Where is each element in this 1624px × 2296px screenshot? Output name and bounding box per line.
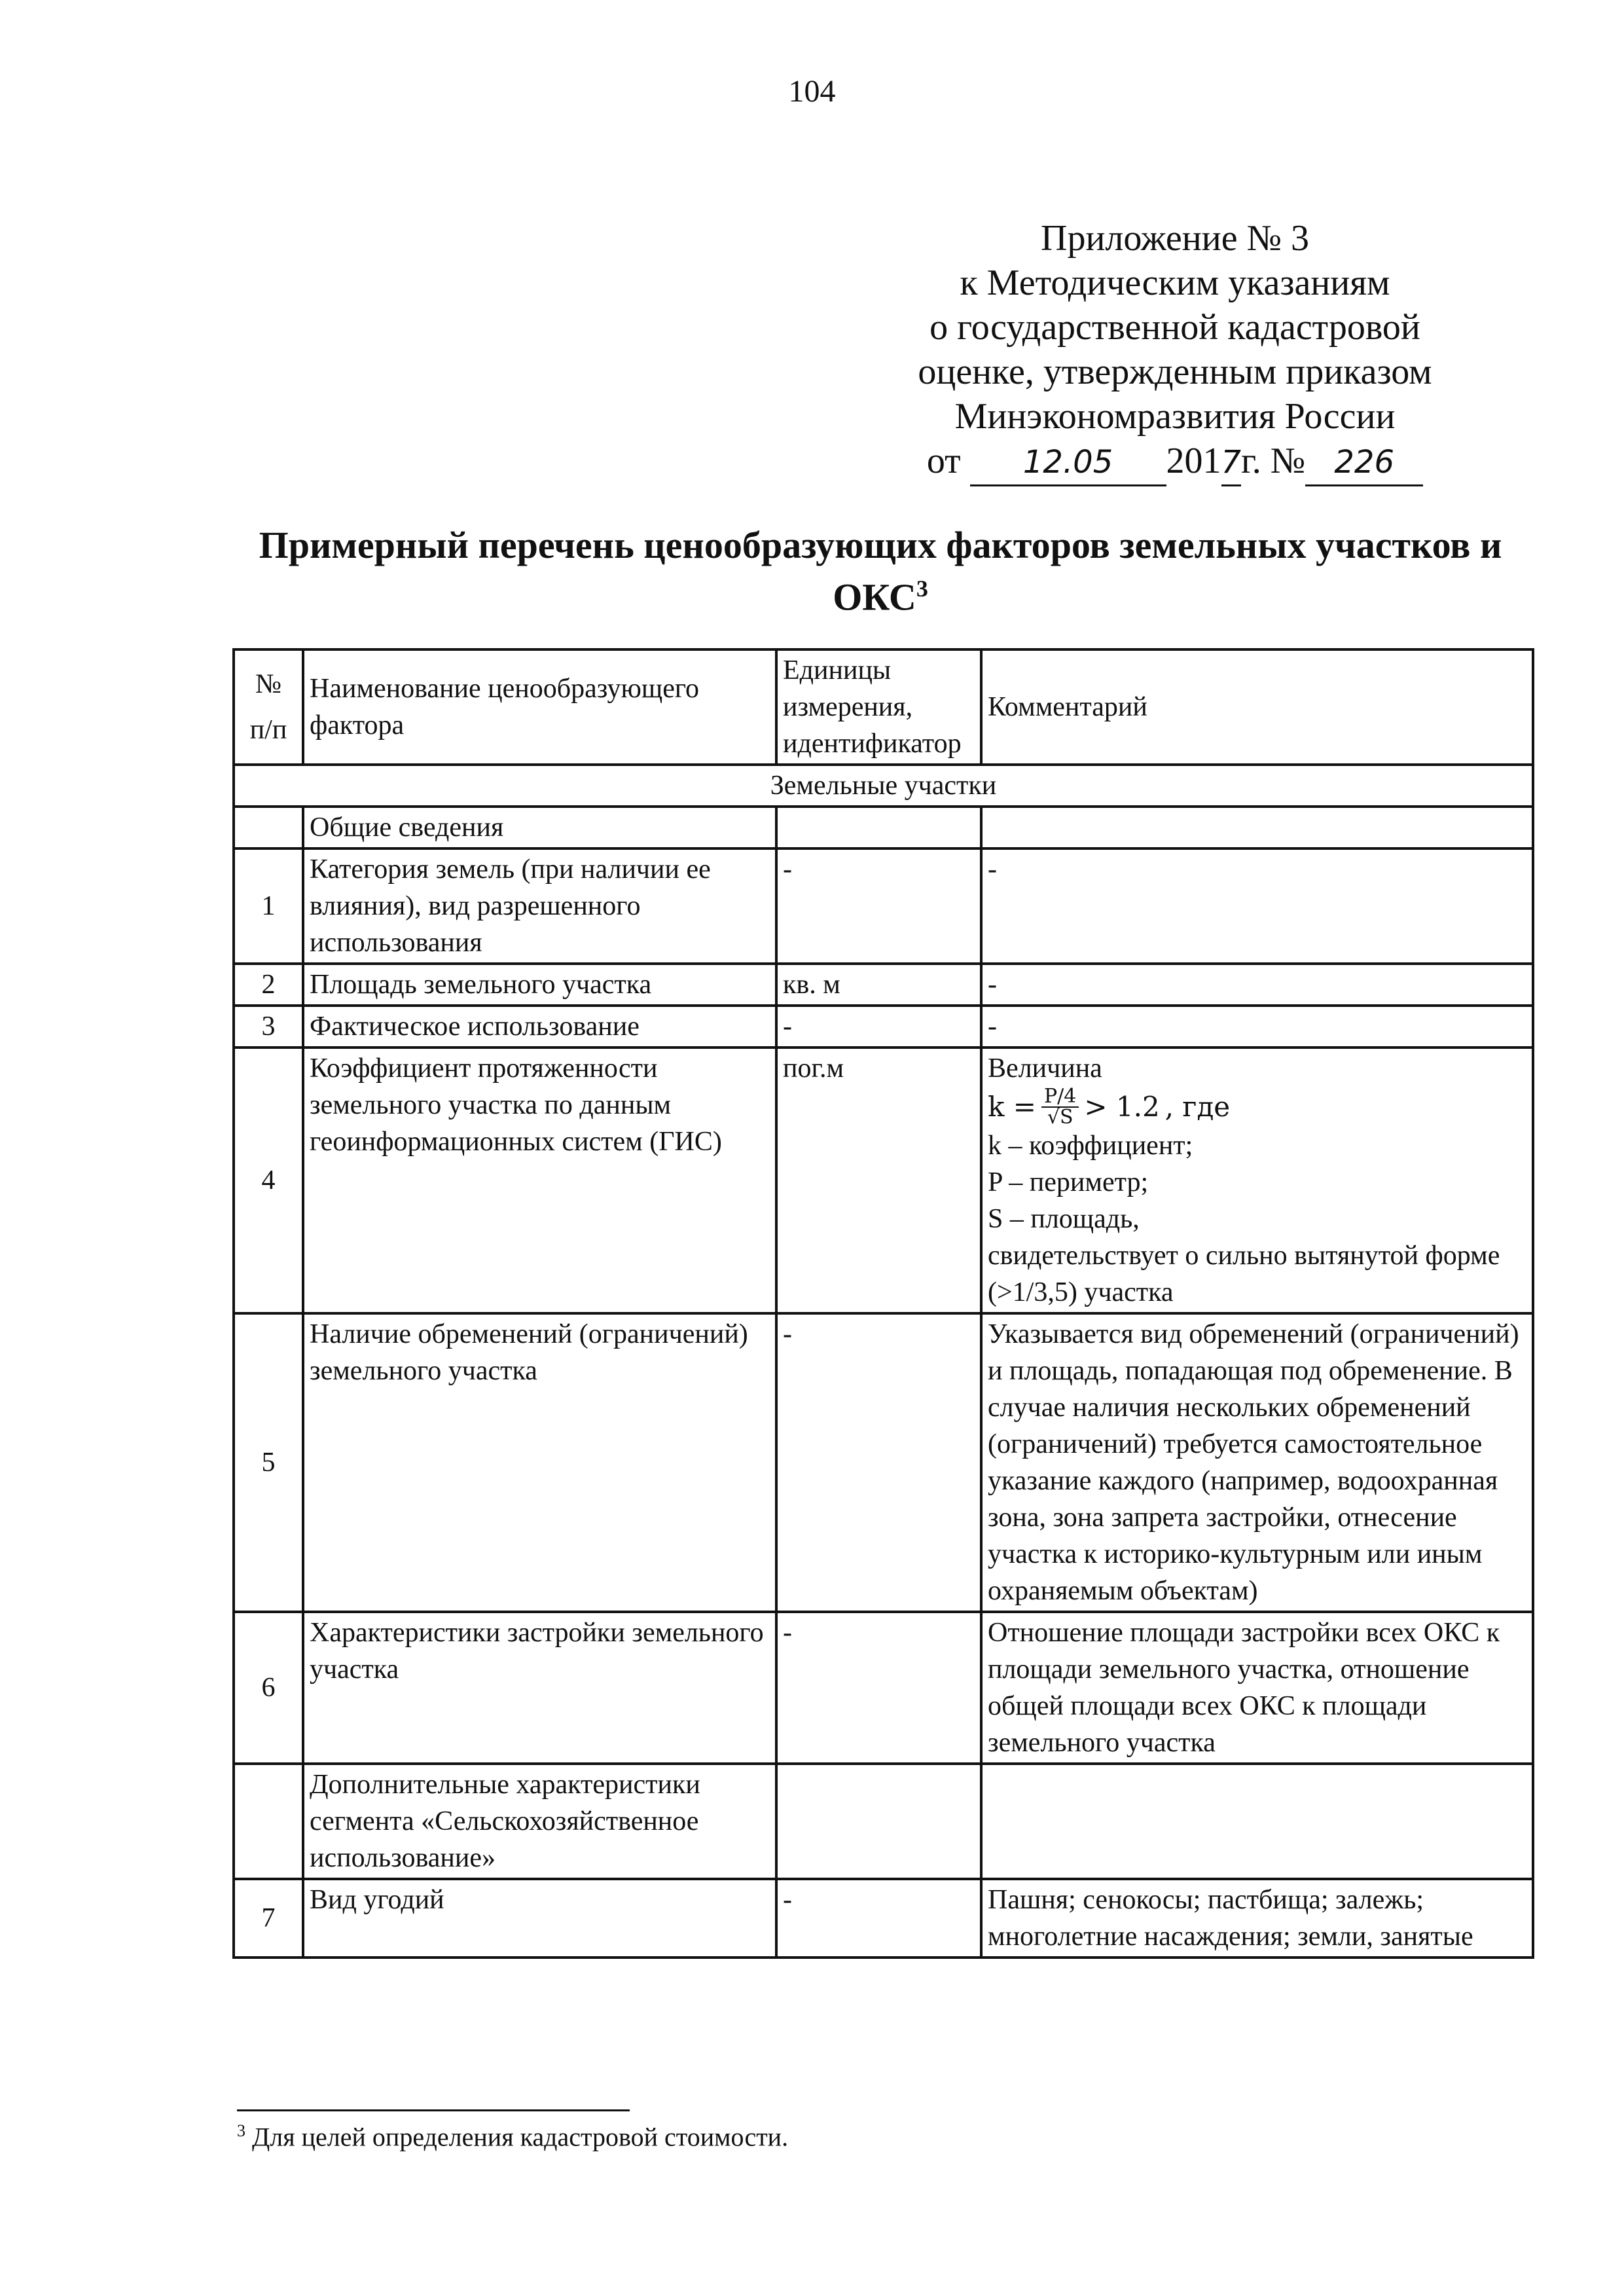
footnote-text: Для целей определения кадастровой стоимости.: [252, 2122, 789, 2152]
header-comment: Комментарий: [981, 649, 1533, 765]
formula-where: , где: [1164, 1091, 1231, 1123]
factors-table: [232, 648, 1534, 1959]
appendix-line-1: Приложение № 3: [1041, 218, 1309, 259]
row-comment: [981, 1048, 1533, 1313]
table-cell: [776, 1764, 981, 1879]
appendix-line-4: оценке, утвержденным приказом: [918, 352, 1432, 392]
row-comment: -: [981, 1006, 1533, 1048]
row-name: Площадь земельного участка: [303, 964, 776, 1006]
row-name: Категория земель (при наличии ее влияния), вид разрешенного использования: [303, 848, 776, 964]
row-name: Вид угодий: [303, 1879, 776, 1958]
table-cell: [981, 1764, 1533, 1879]
header-number: [234, 649, 303, 765]
row-name: Фактическое использование: [303, 1006, 776, 1048]
row-units: пог.м: [776, 1048, 981, 1313]
handwritten-year-digit: 7: [1221, 440, 1242, 486]
appendix-order-line: [828, 439, 1522, 486]
document-title: [216, 524, 1545, 619]
footnote-mark: 3: [237, 2121, 245, 2140]
handwritten-date: 12.05: [970, 440, 1166, 486]
table-cell: [234, 807, 303, 848]
row-units: -: [776, 1313, 981, 1612]
extension-formula: [988, 1087, 1230, 1127]
title-text: Примерный перечень ценообразующих факторов земельных участков и ОКС: [259, 524, 1502, 619]
row-units: -: [776, 1612, 981, 1764]
order-year-suffix: г. №: [1241, 441, 1306, 481]
header-name: Наименование ценообразующего фактора: [303, 649, 776, 765]
page-number: 104: [788, 74, 836, 109]
order-from-label: от: [926, 441, 961, 481]
group-row-agri: [234, 1764, 1533, 1879]
appendix-line-3: о государственной кадастровой: [929, 307, 1420, 348]
comment-line: свидетельствует о сильно вытянутой форме (>1/3,5) участка: [988, 1241, 1500, 1307]
table-row: [234, 964, 1533, 1006]
header-number-pp: п/п: [249, 715, 287, 745]
comment-line: S – площадь,: [988, 1204, 1140, 1234]
title-footnote-mark: 3: [916, 575, 928, 602]
formula-fraction: [1041, 1087, 1079, 1127]
table-cell: [234, 1764, 303, 1879]
row-number: 7: [234, 1879, 303, 1958]
row-number: 4: [234, 1048, 303, 1313]
comment-line: k – коэффициент;: [988, 1131, 1193, 1161]
header-units: Единицы измерения, идентификатор: [776, 649, 981, 765]
row-comment: Пашня; сенокосы; пастбища; залежь; многолетние насаждения; земли, занятые: [981, 1879, 1533, 1958]
table-row: [234, 848, 1533, 964]
group-row-general: [234, 807, 1533, 848]
row-number: 5: [234, 1313, 303, 1612]
row-comment: -: [981, 964, 1533, 1006]
footnote: [237, 2121, 788, 2152]
comment-intro: Величина: [988, 1053, 1102, 1084]
appendix-block: [828, 216, 1522, 486]
group-agri-label: Дополнительные характеристики сегмента «Сельскохозяйственное использование»: [303, 1764, 776, 1879]
row-number: 3: [234, 1006, 303, 1048]
table-row: [234, 1612, 1533, 1764]
row-units: -: [776, 1006, 981, 1048]
appendix-line-2: к Методическим указаниям: [960, 263, 1390, 303]
row-units: -: [776, 1879, 981, 1958]
row-number: 1: [234, 848, 303, 964]
row-units: кв. м: [776, 964, 981, 1006]
handwritten-order-number: 226: [1305, 440, 1423, 486]
table-header-row: [234, 649, 1533, 765]
comment-line: P – периметр;: [988, 1167, 1149, 1197]
row-number: 2: [234, 964, 303, 1006]
appendix-line-5: Минэкономразвития России: [954, 396, 1396, 437]
table-row: [234, 1048, 1533, 1313]
row-name: Наличие обременений (ограничений) земельного участка: [303, 1313, 776, 1612]
row-comment: Указывается вид обременений (ограничений) и площадь, попадающая под обременение. В случае наличия нескольких обременений (ограничений) требуется самостоятельное указание каждого (например, водоохранная зона, зона запрета застройки, отнесение участка к историко-культурным или иным охраняемым объектам): [981, 1313, 1533, 1612]
row-comment: -: [981, 848, 1533, 964]
order-year-prefix: 201: [1166, 441, 1221, 481]
footnote-divider: [237, 2109, 630, 2111]
row-name: Коэффициент протяженности земельного участка по данным геоинформационных систем (ГИС): [303, 1048, 776, 1313]
formula-numerator: P/4: [1041, 1087, 1079, 1108]
header-number-symbol: №: [255, 669, 282, 699]
row-name: Характеристики застройки земельного участка: [303, 1612, 776, 1764]
formula-denominator: √S: [1047, 1106, 1074, 1129]
section-row-land: [234, 765, 1533, 807]
section-title: Земельные участки: [234, 765, 1533, 807]
table-row: [234, 1313, 1533, 1612]
group-general-label: Общие сведения: [303, 807, 776, 848]
row-comment: Отношение площади застройки всех ОКС к площади земельного участка, отношение общей площади всех ОКС к площади земельного участка: [981, 1612, 1533, 1764]
row-units: -: [776, 848, 981, 964]
table-row: [234, 1006, 1533, 1048]
formula-k: k =: [988, 1091, 1036, 1123]
table-row: [234, 1879, 1533, 1958]
formula-threshold: > 1.2: [1084, 1091, 1160, 1123]
row-number: 6: [234, 1612, 303, 1764]
table-cell: [981, 807, 1533, 848]
table-cell: [776, 807, 981, 848]
